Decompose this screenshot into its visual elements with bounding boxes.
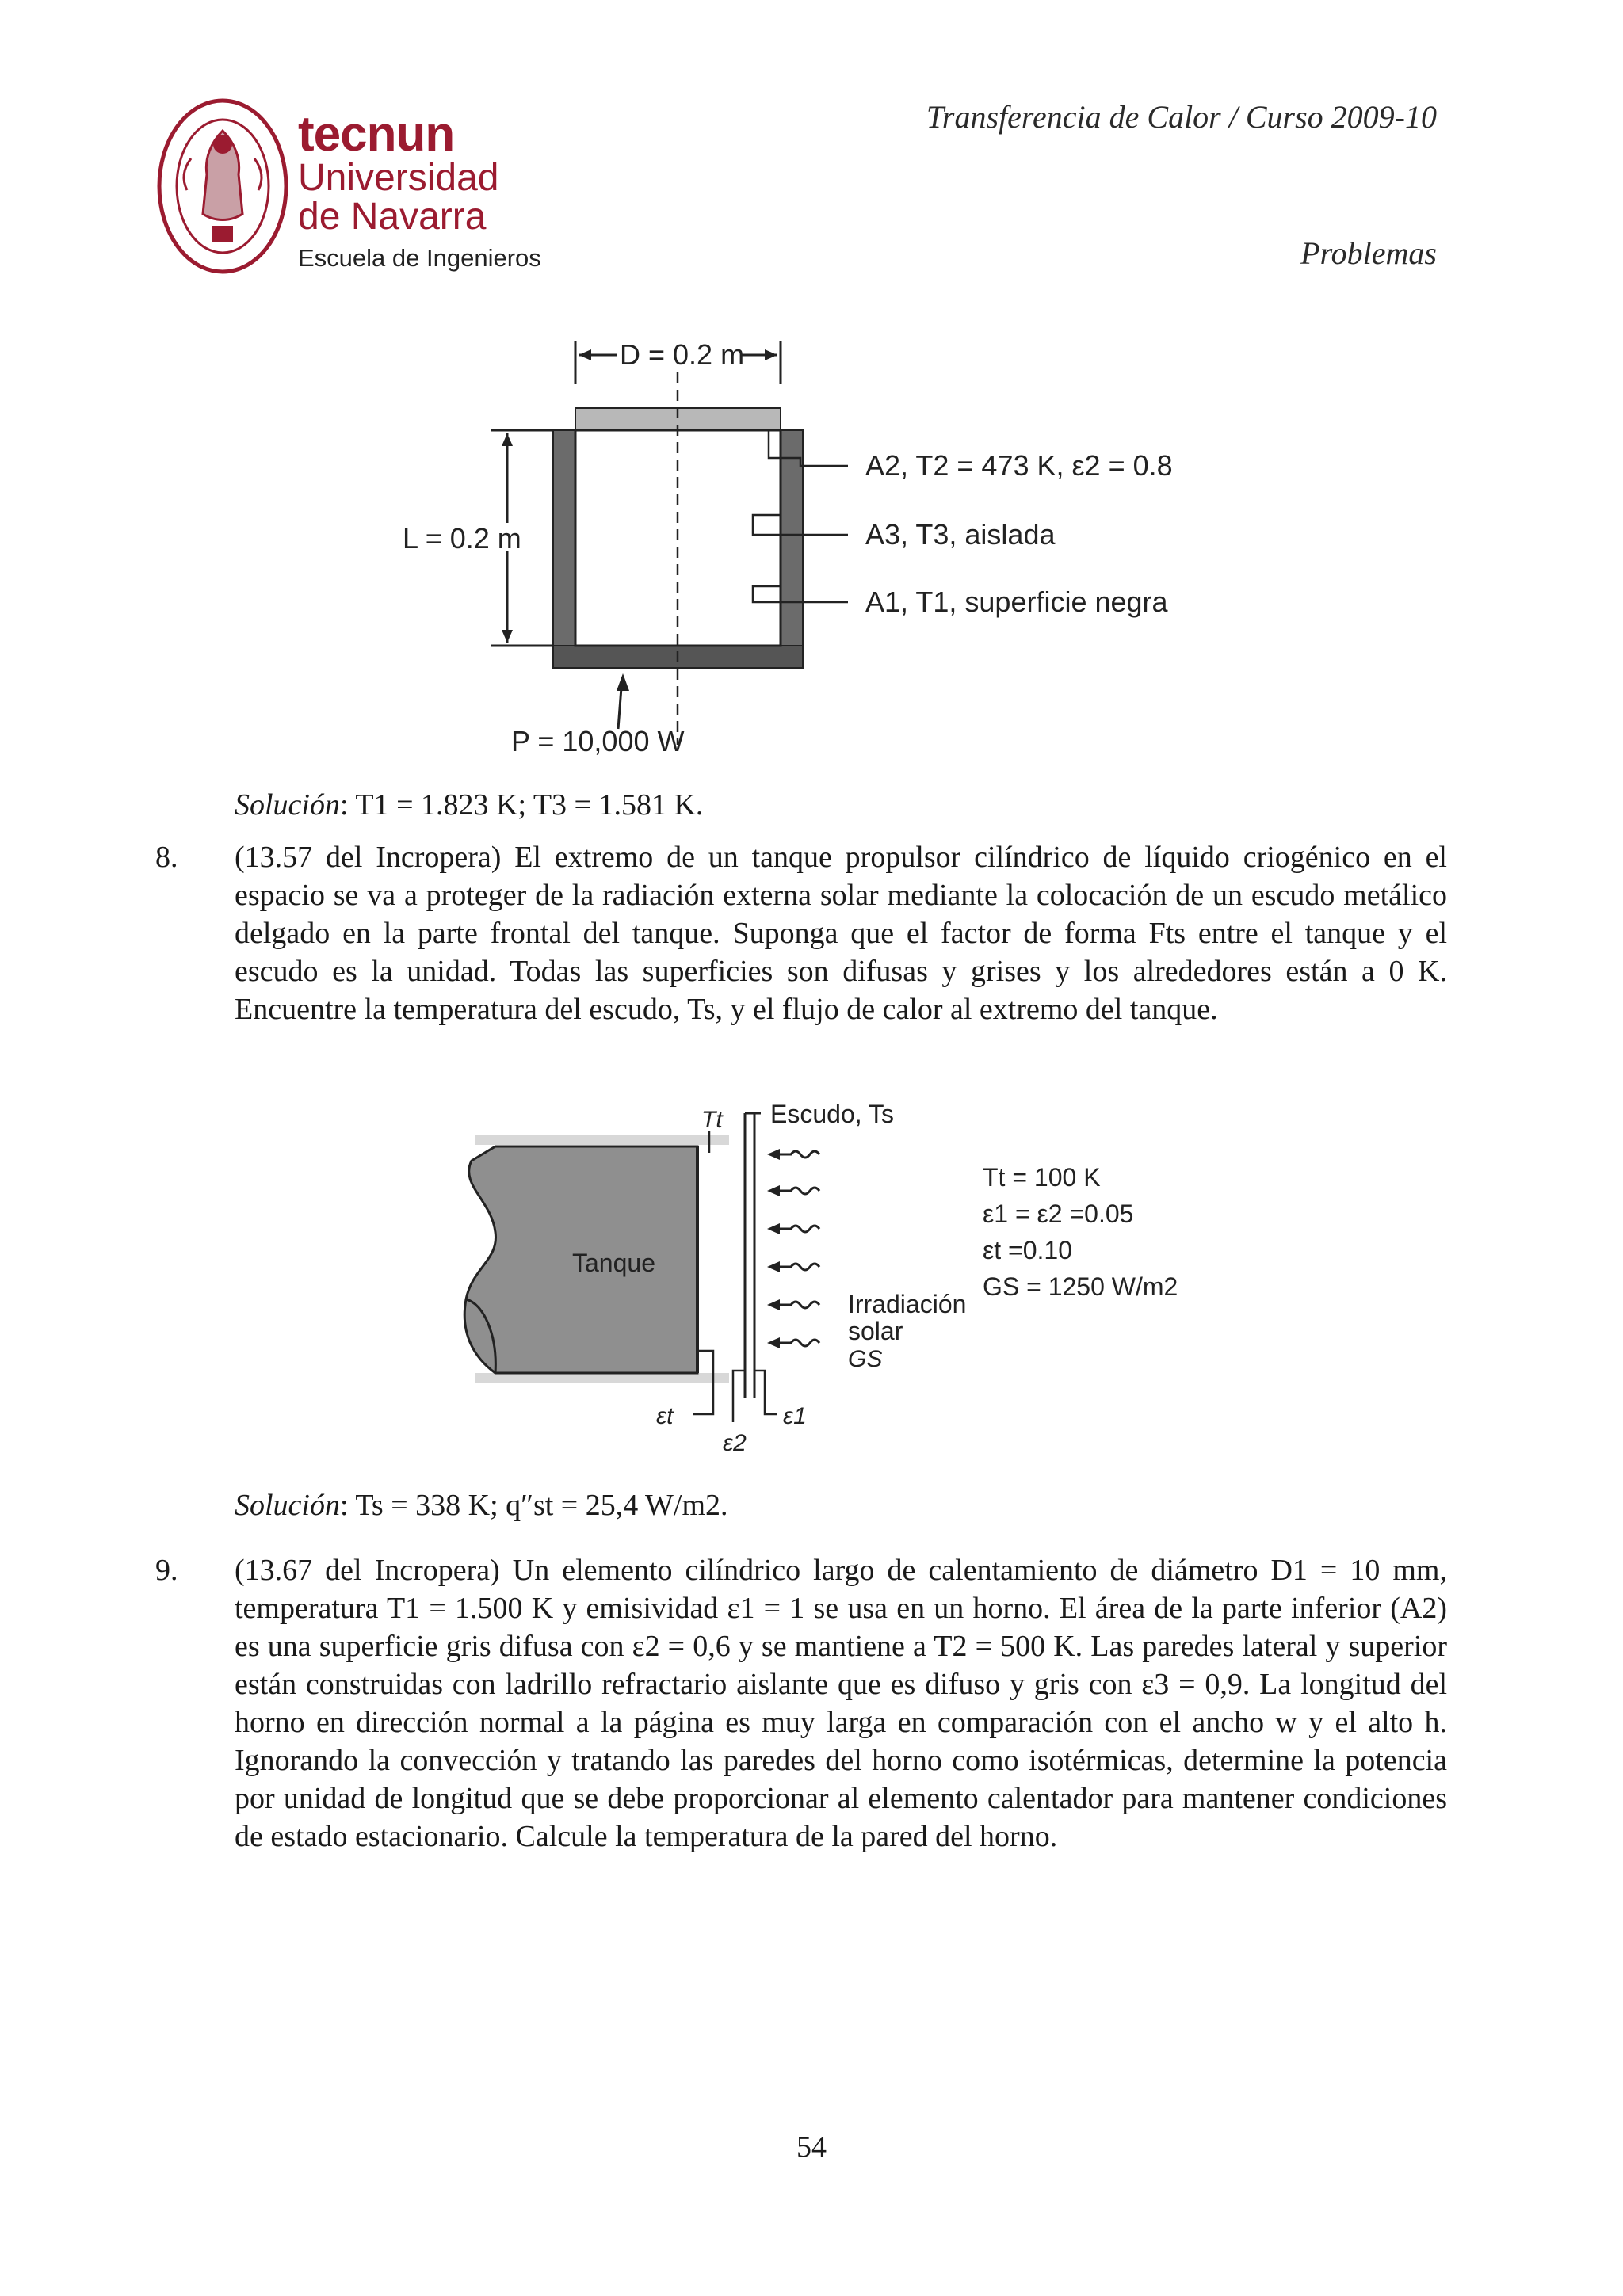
Tt-label: Tt — [701, 1107, 723, 1133]
solution-8-text: Ts = 338 K; q″st = 25,4 W/m2. — [355, 1489, 728, 1522]
power-label: P = 10,000 W — [511, 725, 685, 757]
eps-t-value: εt =0.10 — [983, 1236, 1073, 1264]
header-course: Transferencia de Calor / Curso 2009-10 — [926, 99, 1437, 135]
shield-label: Escudo, Ts — [770, 1100, 894, 1128]
logo-school: Escuela de Ingenieros — [298, 244, 541, 272]
solution-7-text: T1 = 1.823 K; T3 = 1.581 K. — [355, 788, 704, 822]
logo-brand: tecnun — [298, 107, 455, 162]
solution-8: Solución: Ts = 338 K; q″st = 25,4 W/m2. — [235, 1489, 728, 1522]
eps2-bottom-label: ε2 — [723, 1430, 747, 1456]
dim-L-label: L = 0.2 m — [403, 522, 521, 555]
problem-9-number: 9. — [155, 1554, 178, 1587]
logo-university-line1: Universidad — [298, 157, 499, 200]
solar-radiation-arrows-icon — [769, 1151, 819, 1346]
irradiation-label-3: GS — [848, 1346, 883, 1372]
logo-text — [298, 109, 498, 237]
eps-t-bottom-label: εt — [656, 1403, 674, 1429]
problem-9-text: (13.67 del Incropera) Un elemento cilíndrico largo de calentamiento de diámetro D1 = 10 mm, temperatura T1 = 1.500 K y emisividad ε1 = 1 se usa en un horno. El área de la parte inferior (A2) es una superficie gris difusa con ε2 = 0,6 y se mantiene a T2 = 500 K. Las paredes lateral y superior están construidas con ladrillo refractario aislante que es difuso y gris con ε3 = 0,9. La longitud del horno en dirección normal a la página es muy larga en comparación con el ancho w y el alto h. Ignorando la convección y tratando las paredes del horno como isotérmicas, determine la potencia por unidad de longitud que se debe proporcionar al elemento calentador para mantener condiciones de estado estacionario. Calcule la temperatura de la pared del horno. — [235, 1554, 1447, 1853]
logo-university-line2: de Navarra — [298, 196, 487, 238]
header-section: Problemas — [1300, 235, 1437, 271]
page-number: 54 — [796, 2130, 827, 2164]
eps12-value: ε1 = ε2 =0.05 — [983, 1199, 1134, 1228]
Tt-value: Tt = 100 K — [983, 1163, 1101, 1192]
tank-label: Tanque — [572, 1249, 655, 1277]
dim-D-label: D = 0.2 m — [620, 338, 745, 371]
problem-8-text: (13.57 del Incropera) El extremo de un tanque propulsor cilíndrico de líquido criogénico en el espacio se va a proteger de la radiación externa solar mediante la colocación de un escudo metálico delgado en la parte frontal del tanque. Suponga que el factor de forma Fts entre el tanque y el escudo es la unidad. Todas las superficies son difusas y grises y los alrededores están a 0 K. Encuentre la temperatura del escudo, Ts, y el flujo de calor al extremo del tanque. — [235, 841, 1447, 1026]
eps1-bottom-label: ε1 — [783, 1403, 807, 1429]
label-A1: A1, T1, superficie negra — [865, 585, 1168, 618]
figure-enclosure-diagram — [380, 325, 1220, 761]
university-seal-icon — [155, 95, 290, 277]
label-A3: A3, T3, aislada — [865, 518, 1056, 551]
irradiation-label-1: Irradiación — [848, 1290, 967, 1318]
figure-tank-shield-diagram — [428, 1097, 1252, 1470]
university-logo — [155, 95, 552, 277]
problem-8-number: 8. — [155, 841, 178, 874]
Gs-value: GS = 1250 W/m2 — [983, 1272, 1178, 1301]
solution-7: Solución: T1 = 1.823 K; T3 = 1.581 K. — [235, 788, 704, 822]
label-A2: A2, T2 = 473 K, ε2 = 0.8 — [865, 449, 1173, 482]
solution-7-label: Solución — [235, 788, 340, 822]
irradiation-label-2: solar — [848, 1317, 903, 1345]
solution-8-label: Solución — [235, 1489, 340, 1522]
